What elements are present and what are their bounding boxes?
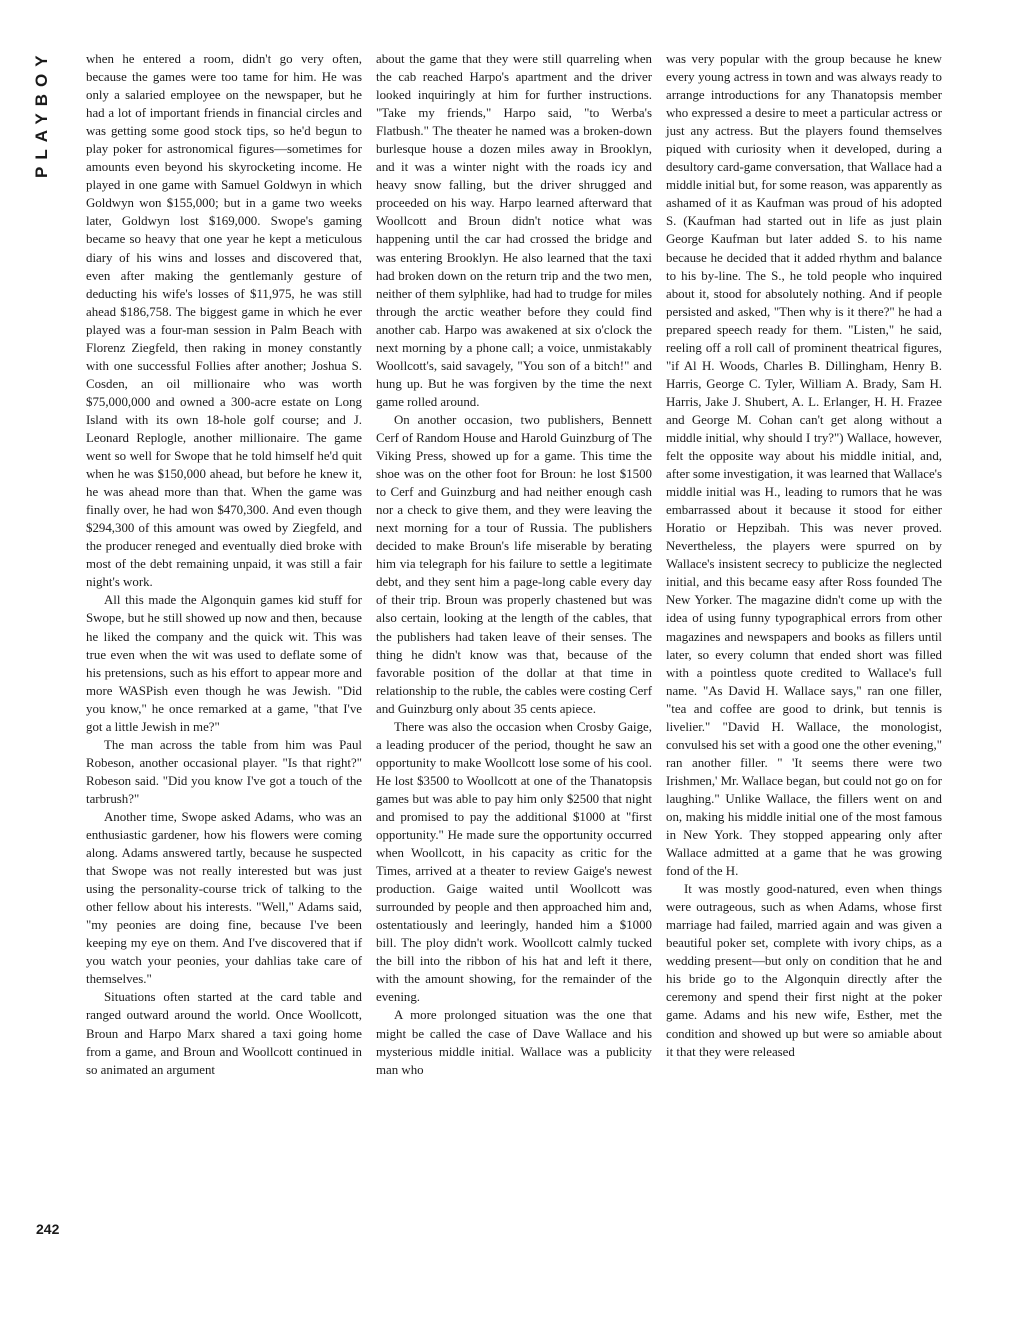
paragraph: All this made the Algonquin games kid stuff for Swope, but he still showed up now and then, because he liked the company and the quick wit. This was true even when the wit was used to deflate some of his pretensions, such as his effort to appear more and more WASPish even though he was Jewish. "Did you know," he once remarked at a game, "that I've got a little Jewish in me?" [86, 593, 362, 734]
paragraph: Situations often started at the card table and ranged outward around the world. Once Woollcott, Broun and Harpo Marx shared a taxi going home from a game, and Broun and Woollcott continued in so animated an argument [86, 990, 362, 1077]
paragraph: Another time, Swope asked Adams, who was an enthusiastic gardener, how his flowers were coming along. Adams answered tartly, because he suspected that Swope was not really interested but was just using the personality-course trick of talking to the other fellow about his interests. "Well," Adams said, "my peonies are doing fine, because I've been keeping my eye on them. And I've discovered that if you watch your peonies, your dahlias take care of themselves." [86, 809, 362, 987]
page-number: 242 [36, 1221, 60, 1237]
magazine-name: PLAYBOY [32, 48, 51, 178]
paragraph: was very popular with the group because he knew every young actress in town and was always ready to arrange introductions for any Thanatopsis member who expressed a desire to meet a particular actress or just any actress. But the players found themselves piqued with curiosity when it developed, during a desultory card-game conversation, that Wallace had a middle initial but, for some reason, was apparently as ashamed of it as Kaufman was proud of his adopted S. (Kaufman had started out in life as just plain George Kaufman but later added S. to his name because he decided that it added rhythm and balance to his by-line. The S., he told people who inquired about it, stood for absolutely nothing. And if people persisted and asked, "Then why is it there?" he had a prepared speech ready for them. "Listen," he said, reeling off a roll call of prominent theatrical figures, "if Al H. Woods, Charles B. Dillingham, Henry B. Harris, George C. Tyler, William A. Brady, Sam H. Harris, Jake J. Shubert, A. L. Erlanger, H. H. Frazee and George M. Cohan can't get along without a middle initial, why should I try?") Wallace, however, felt the opposite way about his middle initial, and, after some investigation, it was learned that Wallace's middle initial was H., leading to rumors that he was embarrassed about it because it stood for either Horatio or Hepzibah. This was never proved. Nevertheless, the players were spurred on by Wallace's insistent secrecy to publicize the neglected initial, and this became easy after Ross founded The New Yorker. The magazine didn't come up with the idea of using funny typographical errors from other magazines and newspapers and books as fillers until later, so every column that ended short was filled with a pointless quote credited to Wallace's full name. "As David H. Wallace says," ran one filler, "tea and coffee are good to drink, but tennis is livelier." "David H. Wallace, the monologist, convulsed his set with a good one the other evening," ran another filler. " 'It seems there were two Irishmen,' Mr. Wallace began, but could not go on for laughing." Unlike Wallace, the fillers went on and on, making his middle initial one of the most famous in New York. They stopped appearing only after Wallace admitted at a game that he was growing fond of the H. [666, 52, 942, 879]
column-2 [376, 50, 652, 1079]
paragraph: about the game that they were still quarreling when the cab reached Harpo's apartment and the driver looked inquiringly at him for further instructions. "Take my friends," Harpo said, "to Werba's Flatbush." The theater he named was a broken-down burlesque house a dozen miles away in Brooklyn, and it was a winter night with the roads icy and heavy snow falling, but the driver shrugged and proceeded on his way. Harpo learned afterward that Woollcott and Broun didn't notice what was happening until the car had crossed the bridge and was entering Brooklyn. He also learned that the taxi had broken down on the return trip and the two men, neither of them sylphlike, had had to trudge for miles through the arctic weather before they could find another cab. Harpo was awakened at six o'clock the next morning by a phone call; a voice, unmistakably Woollcott's, said savagely, "You son of a bitch!" and hung up. But he was forgiven by the time the next game rolled around. [376, 52, 652, 409]
paragraph: There was also the occasion when Crosby Gaige, a leading producer of the period, thought he saw an opportunity to make Woollcott lose some of his cool. He lost $3500 to Woollcott at one of the Thanatopsis games but was able to pay him only $2500 that night and promised to pay the additional $1000 at "first opportunity." He made sure the opportunity occurred when Woollcott, in his capacity as critic for the Times, arrived at a theater to review Gaige's newest production. Gaige waited until Woollcott was surrounded by people and then approached him and, ostentatiously and leeringly, handed him a $1000 bill. The ploy didn't work. Woollcott calmly tucked the bill into the ribbon of his hat and left it there, with the amount showing, for the remainder of the evening. [376, 719, 652, 1005]
paragraph: The man across the table from him was Paul Robeson, another occasional player. "Is that right?" Robeson said. "Did you know I've got a touch of the tarbrush?" [86, 737, 362, 806]
paragraph: when he entered a room, didn't go very often, because the games were too tame for him. He was only a salaried employee on the newspaper, but he had a lot of important friends in financial circles and was getting some good stock tips, so he'd begun to play poker for astronomical figures—sometimes for amounts even beyond his skyrocketing income. He played in one game with Samuel Goldwyn in which Goldwyn won $155,000; but in a game two weeks later, Goldwyn lost $169,000. Swope's gaming became so heavy that one year he kept a meticulous diary of his wins and losses and discovered that, even after making the gentlemanly gesture of deducting his wife's losses of $11,975, he was still ahead $186,758. The biggest game in which he ever played was a four-man session in Palm Beach with Florenz Ziegfeld, then raking in money constantly with one successful Follies after another; Joshua S. Cosden, an oil millionaire who was worth $75,000,000 and owned a 300-acre estate on Long Island with its own 18-hole golf course; and J. Leonard Replogle, another millionaire. The game went so well for Swope that he told himself he'd quit when he was $150,000 ahead, but before he knew it, he was ahead more than that. When the game was finally over, he had won $470,300. And even though $294,300 of this amount was owed by Ziegfeld, and the producer reneged and eventually died broke with most of the debt remaining unpaid, it was still a fair night's work. [86, 52, 362, 590]
column-1 [86, 50, 362, 1079]
paragraph: On another occasion, two publishers, Bennett Cerf of Random House and Harold Guinzburg of The Viking Press, showed up for a game. This time the shoe was on the other foot for Broun: he lost $1500 to Cerf and Guinzburg and had neither enough cash nor a check to give them, and they were leaving the next morning for a tour of Russia. The publishers decided to make Broun's life miserable by berating him via telegraph for his failure to settle a legitimate debt, and they sent him a page-long cable every day of their trip. Broun was properly chastened but was also certain, looking at the length of the cables, that the publishers had taken leave of their senses. The thing he didn't know was that, because of the favorable position of the dollar at that time in relationship to the ruble, the cables were costing Cerf and Guinzburg only about 35 cents apiece. [376, 412, 652, 716]
paragraph: It was mostly good-natured, even when things were outrageous, such as when Adams, whose first marriage had failed, married again and was given a beautiful poker set, complete with ivory chips, as a wedding present—but only on condition that he and his bride go to the Algonquin directly after the ceremony and spend their first night at the poker game. Adams and his new wife, Esther, met the condition and showed up but were so amiable about it that they were released [666, 882, 942, 1059]
column-3 [666, 50, 942, 1061]
paragraph: A more prolonged situation was the one that might be called the case of Dave Wallace and his mysterious middle initial. Wallace was a publicity man who [376, 1008, 652, 1077]
